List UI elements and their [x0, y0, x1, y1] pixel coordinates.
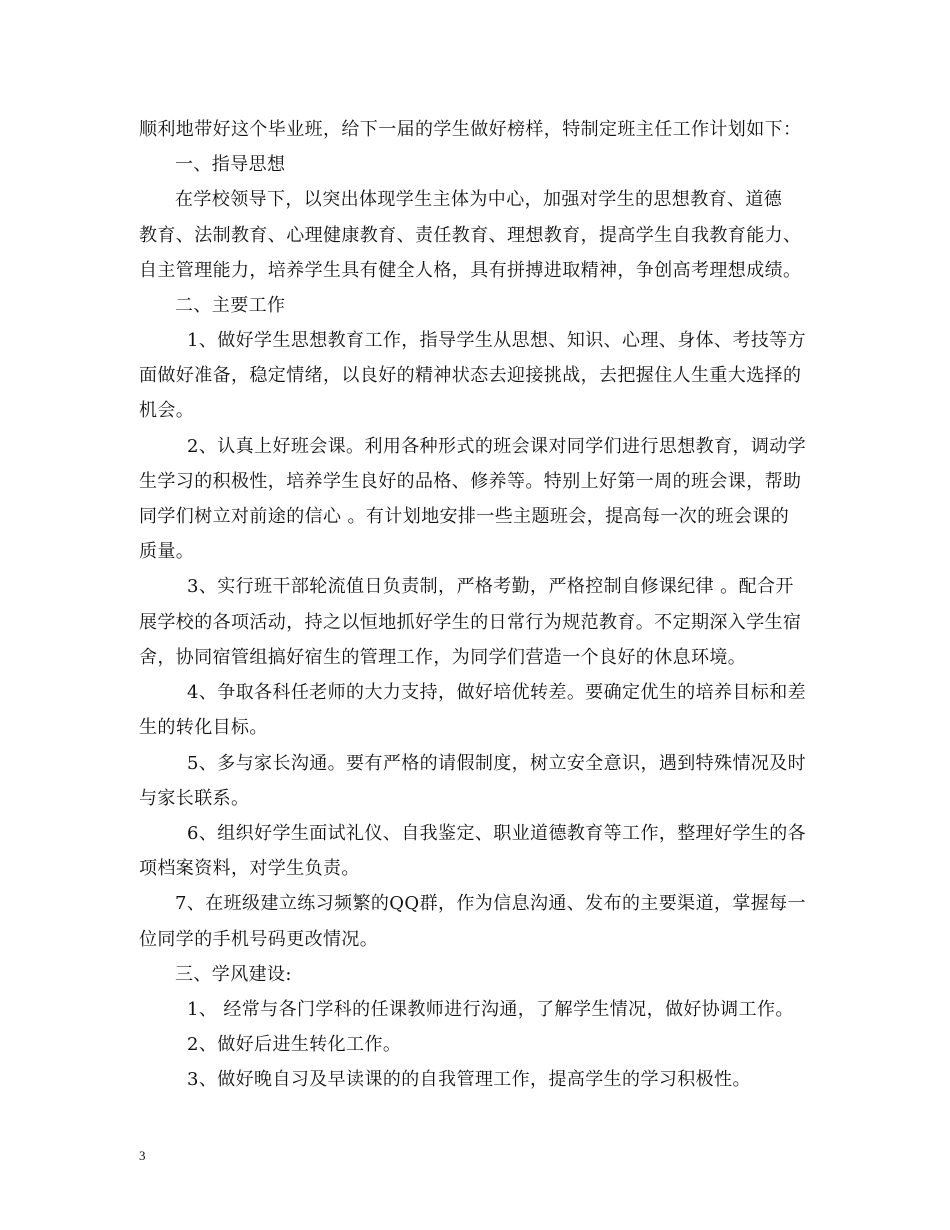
text-line: 生学习的积极性，培养学生良好的品格、修养等。特别上好第一周的班会课，帮助 [139, 471, 802, 492]
text-line: 同学们树立对前途的信心 。有计划地安排一些主题班会，提高每一次的班会课的 [139, 506, 790, 527]
text-line: 展学校的各项活动，持之以恒地抓好学生的日常行为规范教育。不定期深入学生宿 [139, 612, 802, 633]
text-line: 生的转化目标。 [139, 717, 268, 738]
page-number: 3 [139, 1148, 146, 1163]
text-line: 4、争取各科任老师的大力支持，做好培优转差。要确定优生的培养目标和差 [187, 682, 807, 703]
text-line: 7、在班级建立练习频繁的QQ群，作为信息沟通、发布的主要渠道，掌握每一 [175, 893, 806, 914]
section-heading: 三、学风建设: [175, 964, 292, 985]
text-line: 3、做好晚自习及早读课的的自我管理工作，提高学生的学习积极性。 [187, 1069, 751, 1090]
section-heading: 二、主要工作 [175, 295, 286, 316]
text-line: 3、实行班干部轮流值日负责制，严格考勤，严格控制自修课纪律 。配合开 [187, 576, 794, 597]
section-heading: 一、指导思想 [175, 154, 286, 175]
text-line: 面做好准备，稳定情绪，以良好的精神状态去迎接挑战，去把握住人生重大选择的 [139, 365, 802, 386]
text-line: 机会。 [139, 400, 195, 421]
text-line: 质量。 [139, 541, 195, 562]
text-line: 位同学的手机号码更改情况。 [139, 929, 379, 950]
text-line: 舍，协同宿管组搞好宿生的管理工作，为同学们营造一个良好的休息环境。 [139, 647, 747, 668]
text-line: 项档案资料，对学生负责。 [139, 858, 360, 879]
text-line: 自主管理能力，培养学生具有健全人格，具有拼搏进取精神，争创高考理想成绩。 [139, 260, 802, 281]
text-line: 1、做好学生思想教育工作，指导学生从思想、知识、心理、身体、考技等方 [187, 330, 807, 351]
text-line: 教育、法制教育、心理健康教育、责任教育、理想教育，提高学生自我教育能力、 [139, 225, 802, 246]
text-line: 5、多与家长沟通。要有严格的请假制度，树立安全意识，遇到特殊情况及时 [187, 753, 807, 774]
text-line: 与家长联系。 [139, 788, 250, 809]
text-line: 在学校领导下，以突出体现学生主体为中心，加强对学生的思想教育、道德 [175, 189, 783, 210]
text-line: 2、认真上好班会课。利用各种形式的班会课对同学们进行思想教育，调动学 [187, 436, 807, 457]
text-line: 6、组织好学生面试礼仪、自我鉴定、职业道德教育等工作，整理好学生的各 [187, 823, 807, 844]
text-line: 顺利地带好这个毕业班，给下一届的学生做好榜样，特制定班主任工作计划如下： [139, 119, 802, 140]
text-line: 1、 经常与各门学科的任课教师进行沟通，了解学生情况，做好协调工作。 [187, 999, 794, 1020]
text-line: 2、做好后进生转化工作。 [187, 1034, 402, 1055]
